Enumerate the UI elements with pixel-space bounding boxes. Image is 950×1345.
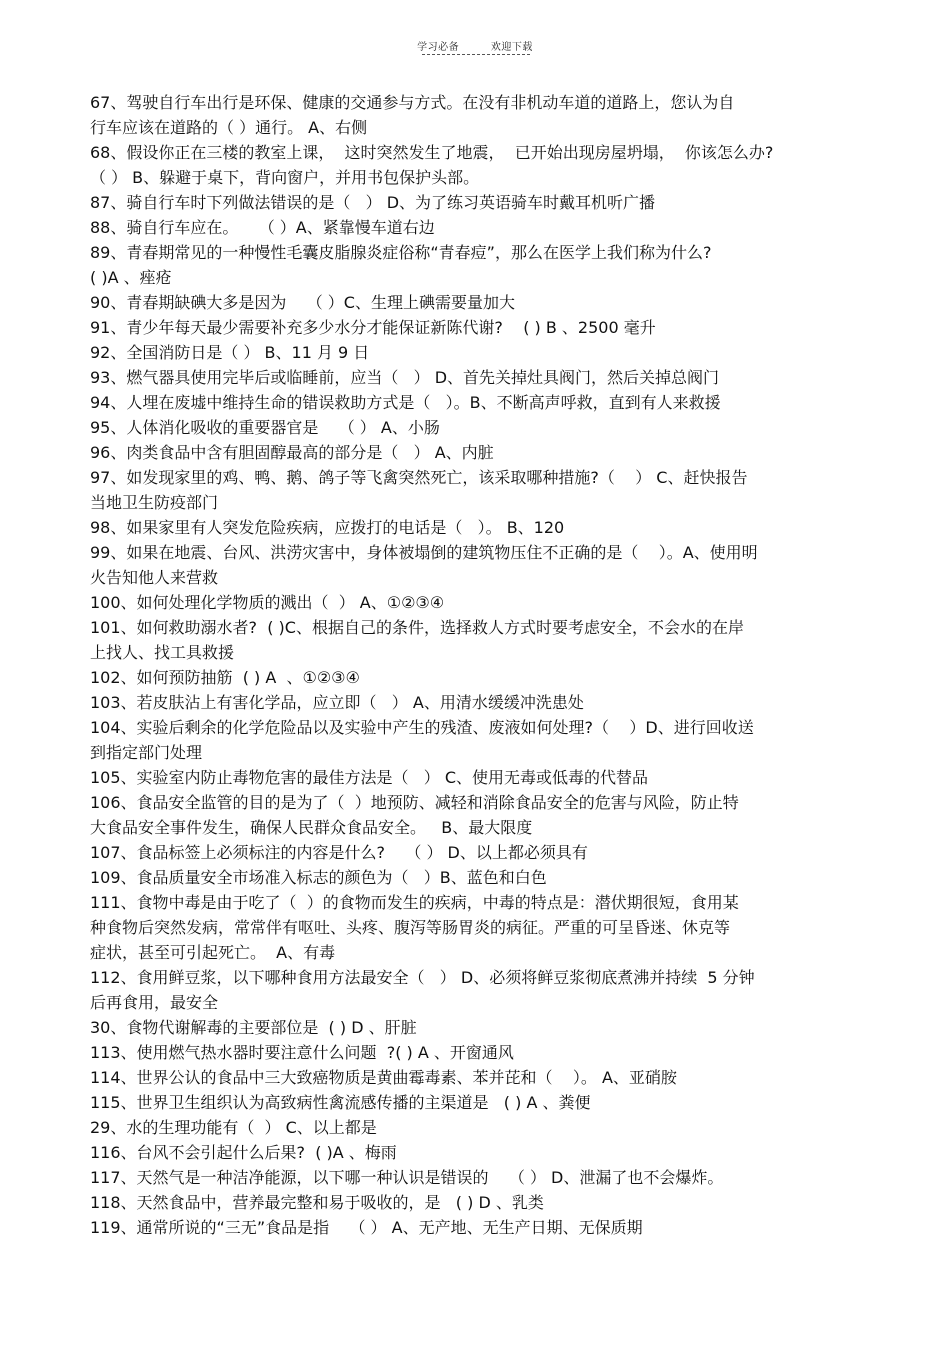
question-item: 92、全国消防日是（ ） B、11 月 9 日: [90, 343, 370, 362]
question-item: 93、燃气器具使用完毕后或临睡前，应当（ ） D、首先关掉灶具阀门，然后关掉总阀门: [90, 368, 720, 387]
header-right-text: 欢迎下载: [490, 42, 533, 53]
question-item: 91、青少年每天最少需要补充多少水分才能保证新陈代谢? ( ) B 、2500 毫升: [90, 318, 656, 337]
question-item: 95、人体消化吸收的重要器官是 （ ） A、小肠: [90, 418, 440, 437]
question-item: 89、青春期常见的一种慢性毛囊皮脂腺炎症俗称“青春痘”，那么在医学上我们称为什么? ( )A 、痤疮: [90, 243, 712, 287]
question-item: 90、青春期缺碘大多是因为 （ ）C、生理上碘需要量加大: [90, 293, 515, 312]
question-item: 104、实验后剩余的化学危险品以及实验中产生的残渣、废液如何处理?（ ）D、进行回收送 到指定部门处理: [90, 718, 754, 762]
question-item: 88、骑自行车应在。 （ ）A、紧靠慢车道右边: [90, 218, 435, 237]
question-item: 30、食物代谢解毒的主要部位是 ( ) D 、肝脏: [90, 1018, 417, 1037]
question-item: 116、台风不会引起什么后果? ( )A 、梅雨: [90, 1143, 397, 1162]
question-item: 109、食品质量安全市场准入标志的颜色为（ ）B、蓝色和白色: [90, 868, 547, 887]
question-item: 106、食品安全监管的目的是为了（ ）地预防、减轻和消除食品安全的危害与风险，防止特 大食品安全事件发生，确保人民群众食品安全。 B、最大限度: [90, 793, 739, 837]
header-left-text: 学习必备: [417, 42, 460, 53]
question-item: 115、世界卫生组织认为高致病性禽流感传播的主渠道是 ( ) A 、粪便: [90, 1093, 591, 1112]
question-item: 87、骑自行车时下列做法错误的是（ ） D、为了练习英语骑车时戴耳机听广播: [90, 193, 656, 212]
question-item: 103、若皮肤沾上有害化学品，应立即（ ） A、用清水缓缓冲洗患处: [90, 693, 584, 712]
question-item: 111、食物中毒是由于吃了（ ）的食物而发生的疾病，中毒的特点是：潜伏期很短，食用某 种食物后突然发病，常常伴有呕吐、头疼、腹泻等肠胃炎的病征。严重的可呈昏迷、休克等 症状，甚至可引起死亡。 A、有毒: [90, 893, 739, 962]
question-item: 98、如果家里有人突发危险疾病，应拨打的电话是（ ）。 B、120: [90, 518, 565, 537]
question-item: 118、天然食品中，营养最完整和易于吸收的，是 ( ) D 、乳类: [90, 1193, 544, 1212]
question-item: 114、世界公认的食品中三大致癌物质是黄曲霉毒素、苯并芘和（ ）。 A、亚硝胺: [90, 1068, 677, 1087]
question-item: 119、通常所说的“三无”食品是指 （ ） A、无产地、无生产日期、无保质期: [90, 1218, 643, 1237]
question-item: 67、驾驶自行车出行是环保、健康的交通参与方式。在没有非机动车道的道路上，您认为自 行车应该在道路的（ ）通行。 A、右侧: [90, 93, 735, 137]
question-item: 102、如何预防抽筋 ( ) A 、①②③④: [90, 668, 360, 687]
header-divider: [422, 54, 530, 55]
question-item: 97、如发现家里的鸡、鸭、鹅、鸽子等飞禽突然死亡，该采取哪种措施?（ ） C、赶快报告 当地卫生防疫部门: [90, 468, 748, 512]
question-item: 96、肉类食品中含有胆固醇最高的部分是（ ） A、内脏: [90, 443, 494, 462]
question-item: 94、人埋在废墟中维持生命的错误救助方式是（ ）。B、不断高声呼救，直到有人来救援: [90, 393, 721, 412]
question-item: 107、食品标签上必须标注的内容是什么? （ ） D、以上都必须具有: [90, 843, 588, 862]
question-list: [90, 90, 860, 1240]
question-item: 29、水的生理功能有（ ） C、以上都是: [90, 1118, 377, 1137]
question-item: 100、如何处理化学物质的溅出（ ） A、①②③④: [90, 593, 445, 612]
question-item: 113、使用燃气热水器时要注意什么问题 ?( ) A 、开窗通风: [90, 1043, 514, 1062]
question-item: 99、如果在地震、台风、洪涝灾害中，身体被塌倒的建筑物压住不正确的是（ ）。A、使用明 火告知他人来营救: [90, 543, 758, 587]
question-item: 68、假设你正在三楼的教室上课， 这时突然发生了地震， 已开始出现房屋坍塌， 你该怎么办? （ ） B、躲避于桌下，背向窗户，并用书包保护头部。: [90, 143, 774, 187]
question-item: 117、天然气是一种洁净能源，以下哪一种认识是错误的 （ ） D、泄漏了也不会爆炸。: [90, 1168, 724, 1187]
question-item: 105、实验室内防止毒物危害的最佳方法是（ ） C、使用无毒或低毒的代替品: [90, 768, 649, 787]
question-item: 101、如何救助溺水者? ( )C、根据自己的条件，选择救人方式时要考虑安全，不会水的在岸 上找人、找工具救援: [90, 618, 744, 662]
page-header: [0, 38, 950, 53]
question-item: 112、食用鲜豆浆，以下哪种食用方法最安全（ ） D、必须将鲜豆浆彻底煮沸并持续 5 分钟 后再食用，最安全: [90, 968, 755, 1012]
